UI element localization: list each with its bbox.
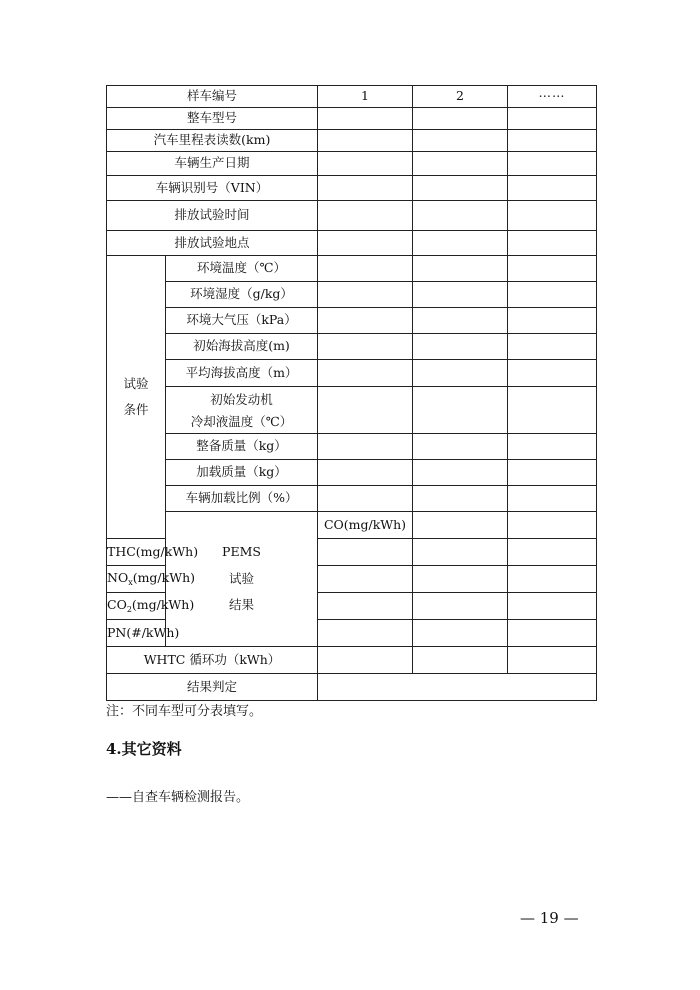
row-label-odometer: 汽车里程表读数(km) (107, 130, 318, 152)
test-conditions-group (107, 256, 166, 539)
table-cell[interactable] (318, 387, 413, 434)
section-heading: 4.其它资料 (106, 740, 182, 758)
row-label-initial-altitude: 初始海拔高度(m) (166, 334, 318, 360)
table-row (107, 108, 597, 130)
table-cell[interactable] (413, 486, 508, 512)
group-label: 试验 (123, 375, 149, 391)
table-cell[interactable] (508, 434, 597, 460)
row-label-nox (107, 566, 195, 593)
table-cell[interactable] (318, 282, 413, 308)
table-row (107, 152, 597, 176)
table-cell[interactable] (508, 620, 597, 647)
table-cell[interactable] (508, 152, 597, 176)
table-cell[interactable] (508, 176, 597, 201)
table-cell[interactable] (413, 460, 508, 486)
row-label-production-date: 车辆生产日期 (107, 152, 318, 176)
table-cell[interactable] (413, 334, 508, 360)
table-row (107, 647, 597, 674)
table-cell[interactable] (413, 434, 508, 460)
table-row (107, 334, 597, 360)
table-row (107, 282, 597, 308)
header-col-2: 2 (413, 86, 508, 108)
table-row (107, 512, 597, 539)
row-label-test-location: 排放试验地点 (107, 231, 318, 256)
table-cell[interactable] (413, 256, 508, 282)
row-label-pn: PN(#/kWh) (107, 620, 166, 647)
table-cell[interactable] (508, 308, 597, 334)
clipped-label (166, 387, 317, 433)
table-cell[interactable] (413, 231, 508, 256)
section-text: ——自查车辆检测报告。 (106, 790, 250, 805)
table-cell[interactable] (413, 539, 508, 566)
row-label-atm-pressure: 环境大气压（kPa） (166, 308, 318, 334)
table-cell[interactable] (413, 566, 508, 593)
co2-suffix: (mg/kWh) (131, 596, 195, 612)
table-cell[interactable] (318, 593, 413, 620)
table-cell[interactable] (413, 152, 508, 176)
table-cell[interactable] (318, 486, 413, 512)
table-cell[interactable] (413, 176, 508, 201)
table-cell[interactable] (508, 231, 597, 256)
table-cell[interactable] (413, 108, 508, 130)
table-cell[interactable] (318, 176, 413, 201)
table-cell[interactable] (508, 360, 597, 387)
header-col-more: …… (508, 86, 597, 108)
table-row (107, 387, 597, 434)
table-cell[interactable] (413, 130, 508, 152)
row-label-thc: THC(mg/kWh) (107, 539, 166, 566)
nox-subscript: x (128, 577, 133, 587)
table-cell[interactable] (413, 620, 508, 647)
nox-prefix: NO (107, 569, 129, 585)
co2-subscript: 2 (126, 604, 132, 614)
table-cell[interactable] (413, 201, 508, 231)
table-cell[interactable] (508, 108, 597, 130)
table-row (107, 231, 597, 256)
table-cell[interactable] (318, 108, 413, 130)
group-label: 试验 (229, 570, 255, 586)
row-label-curb-mass: 整备质量（kg） (166, 434, 318, 460)
table-row (107, 130, 597, 152)
row-label-co: CO(mg/kWh) (318, 512, 413, 539)
table-cell[interactable] (318, 647, 413, 674)
table-cell[interactable] (318, 434, 413, 460)
table-cell[interactable] (508, 486, 597, 512)
table-row (107, 434, 597, 460)
row-label-load-mass: 加载质量（kg） (166, 460, 318, 486)
table-cell[interactable] (508, 512, 597, 539)
table-row (107, 86, 597, 108)
table-cell[interactable] (508, 566, 597, 593)
group-label: 条件 (123, 402, 149, 417)
table-cell[interactable] (318, 231, 413, 256)
header-label: 样车编号 (107, 86, 318, 108)
table-cell[interactable] (413, 308, 508, 334)
header-col-1: 1 (318, 86, 413, 108)
table-row (107, 360, 597, 387)
row-label-ambient-humidity: 环境湿度（g/kg） (166, 282, 318, 308)
row-label-model: 整车型号 (107, 108, 318, 130)
table-row (107, 201, 597, 231)
table-cell[interactable] (508, 334, 597, 360)
label-line: 初始发动机 (210, 392, 273, 407)
table-row (107, 674, 597, 701)
sample-vehicle-table (106, 85, 597, 701)
group-label: 结果 (229, 597, 255, 613)
table-cell[interactable] (508, 387, 597, 434)
table-cell[interactable] (413, 387, 508, 434)
table-cell[interactable] (413, 593, 508, 620)
table-cell[interactable] (413, 360, 508, 387)
table-cell[interactable] (508, 201, 597, 231)
table-row (107, 308, 597, 334)
label-line: 冷却液温度（℃） (190, 414, 293, 429)
row-label-ambient-temp: 环境温度（℃） (166, 256, 318, 282)
table-cell[interactable] (508, 256, 597, 282)
table-cell[interactable] (413, 512, 508, 539)
table-cell[interactable] (318, 566, 413, 593)
table-cell[interactable] (508, 647, 597, 674)
table-cell[interactable] (318, 539, 413, 566)
table-cell[interactable] (413, 647, 508, 674)
group-label: PEMS (222, 544, 261, 560)
table-note: 注：不同车型可分表填写。 (106, 704, 263, 719)
table-row (107, 176, 597, 201)
row-label-avg-altitude: 平均海拔高度（m） (166, 360, 318, 387)
nox-suffix: (mg/kWh) (132, 569, 195, 585)
table-cell[interactable] (508, 282, 597, 308)
table-cell[interactable] (318, 360, 413, 387)
table-cell[interactable] (318, 201, 413, 231)
table-cell[interactable] (318, 130, 413, 152)
row-label-vin: 车辆识别号（VIN） (107, 176, 318, 201)
row-label-co2 (107, 593, 195, 620)
page-number: — 19 — (520, 909, 579, 927)
table-cell[interactable] (508, 460, 597, 486)
table-cell[interactable] (413, 282, 508, 308)
table-cell[interactable] (318, 620, 413, 647)
judgement-cell[interactable] (318, 674, 597, 701)
row-label-load-ratio: 车辆加载比例（%） (166, 486, 318, 512)
table-cell[interactable] (508, 539, 597, 566)
row-label-whtc: WHTC 循环功（kWh） (107, 647, 318, 674)
table-cell[interactable] (318, 334, 413, 360)
table-row (107, 486, 597, 512)
row-label-test-time: 排放试验时间 (107, 201, 318, 231)
table-row (107, 460, 597, 486)
table-cell[interactable] (508, 130, 597, 152)
table-cell[interactable] (508, 593, 597, 620)
table-cell[interactable] (318, 256, 413, 282)
table-cell[interactable] (318, 308, 413, 334)
table-row (107, 256, 597, 282)
co2-prefix: CO (107, 596, 127, 612)
table-cell[interactable] (318, 152, 413, 176)
table-cell[interactable] (318, 460, 413, 486)
row-label-coolant-temp (166, 387, 318, 434)
row-label-judgement: 结果判定 (107, 674, 318, 701)
